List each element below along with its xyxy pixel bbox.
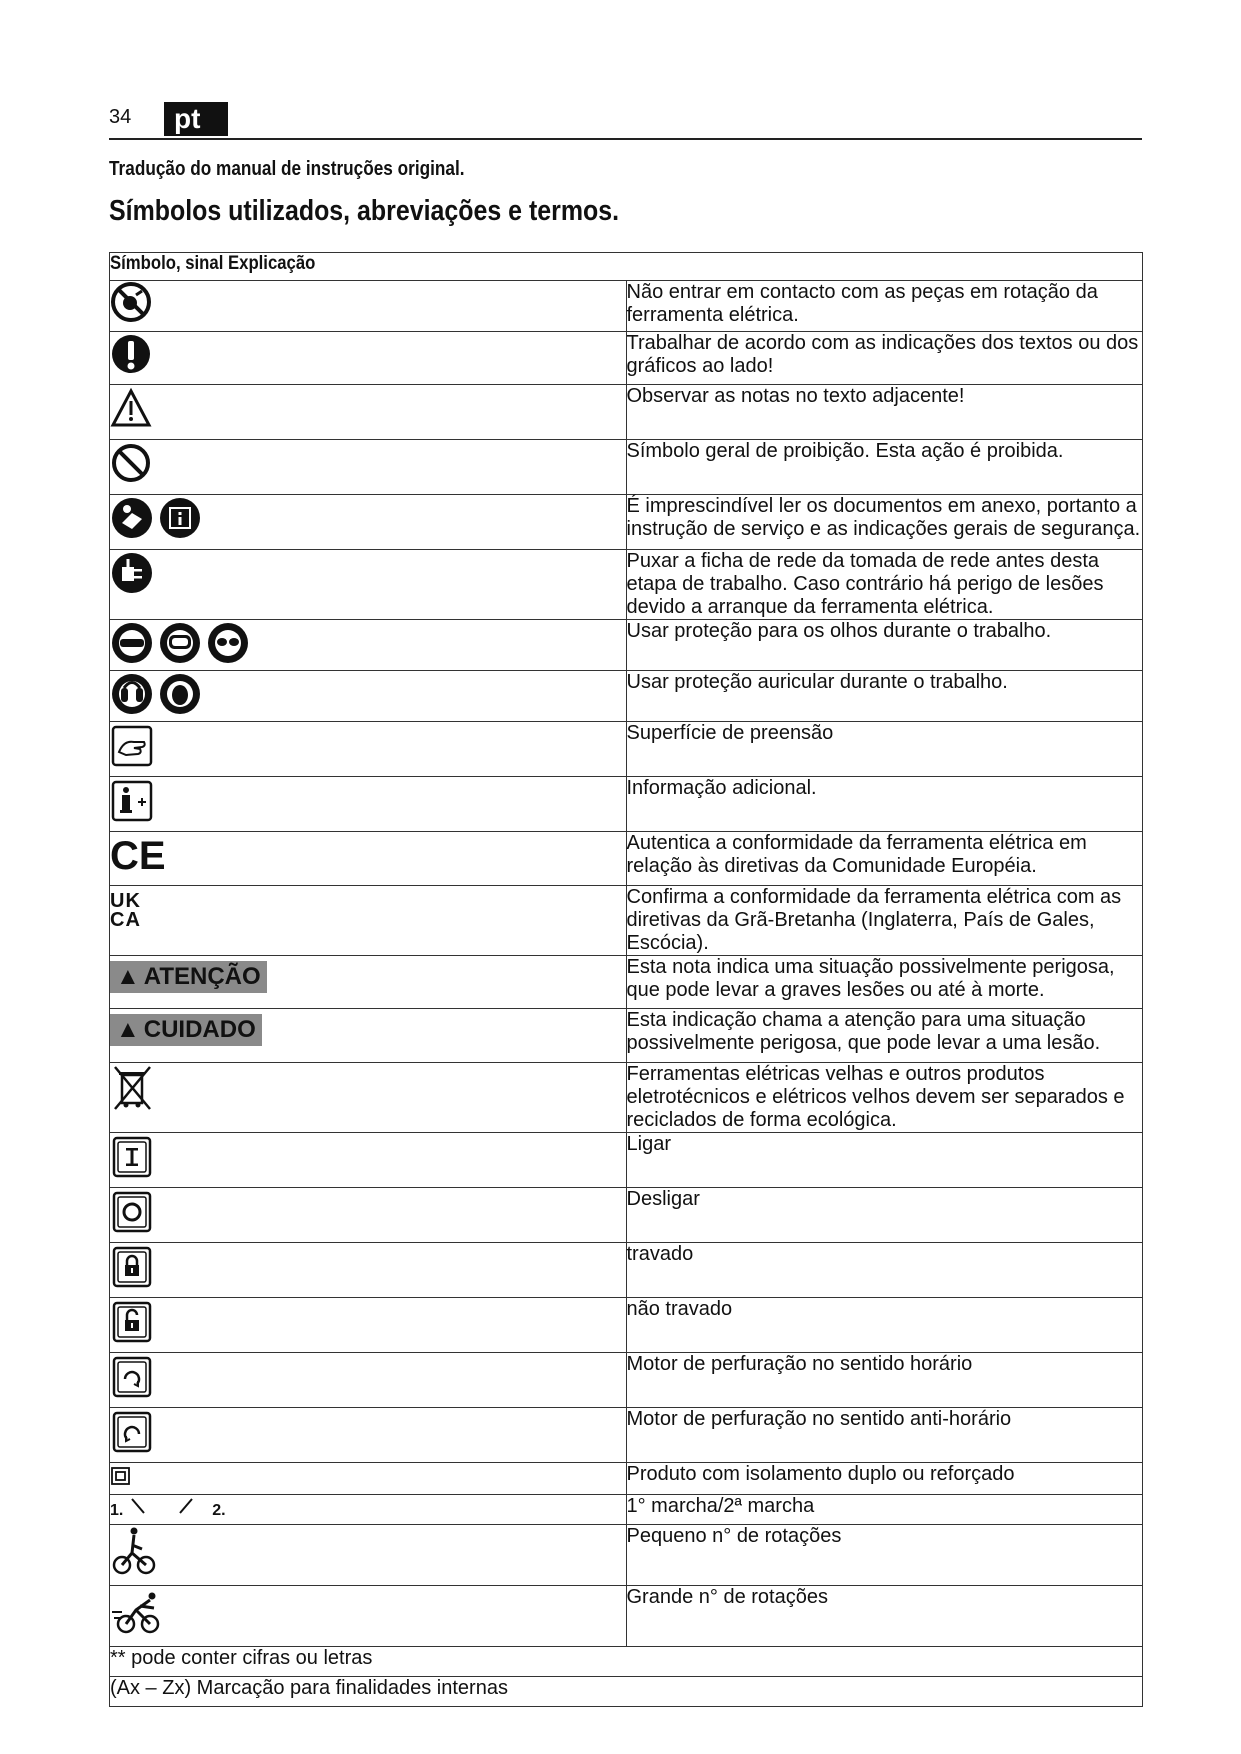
rotate-ccw-icon — [110, 1408, 154, 1454]
row-text: Grande n° de rotações — [626, 1586, 1143, 1647]
table-header-row — [110, 253, 1143, 281]
row-text: Ferramentas elétricas velhas e outros produtos eletrotécnicos e elétricos velhos devem ser separados e reciclados de forma ecológica. — [626, 1063, 1143, 1133]
table-row — [110, 722, 1143, 777]
goggles-icon — [206, 620, 250, 666]
row-text: Desligar — [626, 1188, 1143, 1243]
rotate-cw-icon — [110, 1353, 154, 1399]
table-row — [110, 620, 1143, 671]
read-manual-icon — [110, 495, 154, 541]
section-title: Símbolos utilizados, abreviações e termos. — [109, 195, 620, 227]
page-header — [109, 98, 1142, 140]
weee-bin-icon — [110, 1063, 154, 1111]
gear-lines-icon — [128, 1497, 208, 1515]
table-row — [110, 1495, 1143, 1525]
footnote: (Ax – Zx) Marcação para finalidades internas — [110, 1677, 1143, 1707]
gear-1-label: 1. — [110, 1502, 124, 1519]
atencao-badge — [110, 961, 267, 993]
row-text: 1° marcha/2ª marcha — [626, 1495, 1143, 1525]
table-row — [110, 1298, 1143, 1353]
page-number: 34 — [109, 106, 132, 128]
row-text: Símbolo geral de proibição. Esta ação é proibida. — [626, 440, 1143, 495]
warning-triangle-icon: ▲ — [116, 963, 140, 990]
lock-open-icon — [110, 1298, 154, 1344]
cuidado-label: CUIDADO — [143, 1016, 256, 1043]
prohibition-icon — [110, 440, 152, 484]
table-row — [110, 495, 1143, 550]
row-text: Produto com isolamento duplo ou reforçado — [626, 1463, 1143, 1495]
face-shield-icon — [158, 620, 202, 666]
power-on-icon — [110, 1133, 154, 1179]
table-row — [110, 1243, 1143, 1298]
row-text: Confirma a conformidade da ferramenta elétrica com as diretivas da Grã-Bretanha (Inglaterra, País de Gales, Escócia). — [626, 886, 1143, 956]
table-row — [110, 832, 1143, 886]
cuidado-badge — [110, 1014, 262, 1046]
row-text: travado — [626, 1243, 1143, 1298]
no-touch-rotating-icon — [110, 281, 152, 323]
table-row — [110, 1133, 1143, 1188]
table-row — [110, 1009, 1143, 1063]
double-insulation-icon — [110, 1463, 132, 1487]
ear-protection-icon — [110, 671, 154, 717]
table-header: Símbolo, sinal Explicação — [110, 253, 316, 274]
table-row — [110, 1463, 1143, 1495]
power-off-icon — [110, 1188, 154, 1234]
fast-bicycle-icon — [110, 1586, 166, 1638]
atencao-label: ATENÇÃO — [143, 963, 261, 990]
row-text: não travado — [626, 1298, 1143, 1353]
document-subtitle: Tradução do manual de instruções original. — [109, 158, 465, 180]
language-tag: pt — [164, 102, 228, 136]
info-plus-icon — [110, 777, 154, 823]
table-row — [110, 1586, 1143, 1647]
table-row — [110, 1353, 1143, 1408]
table-row — [110, 281, 1143, 332]
row-text: Esta nota indica uma situação possivelmente perigosa, que pode levar a graves lesões ou até à morte. — [626, 956, 1143, 1009]
symbols-table — [109, 252, 1143, 1707]
gear-selector-icon — [110, 1497, 626, 1520]
ukca-mark-uk: UK — [110, 890, 141, 912]
table-row — [110, 440, 1143, 495]
row-text: Autentica a conformidade da ferramenta elétrica em relação às diretivas da Comunidade Européia. — [626, 832, 1143, 886]
footnote-row — [110, 1677, 1143, 1707]
table-row — [110, 550, 1143, 620]
table-row — [110, 671, 1143, 722]
warning-triangle-icon: ▲ — [116, 1016, 140, 1043]
row-text: Pequeno n° de rotações — [626, 1525, 1143, 1586]
row-text: Motor de perfuração no sentido anti-horário — [626, 1408, 1143, 1463]
table-row — [110, 1525, 1143, 1586]
row-text: Motor de perfuração no sentido horário — [626, 1353, 1143, 1408]
ear-muffs-icon — [158, 671, 202, 717]
footnote-row — [110, 1647, 1143, 1677]
row-text: Trabalhar de acordo com as indicações dos textos ou dos gráficos ao lado! — [626, 332, 1143, 385]
row-text: Não entrar em contacto com as peças em rotação da ferramenta elétrica. — [626, 281, 1143, 332]
ukca-mark — [110, 892, 626, 930]
lock-closed-icon — [110, 1243, 154, 1289]
table-row — [110, 956, 1143, 1009]
row-text: Usar proteção auricular durante o trabalho. — [626, 671, 1143, 722]
table-row — [110, 1188, 1143, 1243]
table-row — [110, 332, 1143, 385]
table-row — [110, 1408, 1143, 1463]
row-text: Observar as notas no texto adjacente! — [626, 385, 1143, 440]
row-text: Esta indicação chama a atenção para uma situação possivelmente perigosa, que pode levar a uma lesão. — [626, 1009, 1143, 1063]
unplug-icon — [110, 550, 154, 596]
ce-mark: CE — [110, 834, 166, 878]
row-text: Ligar — [626, 1133, 1143, 1188]
mandatory-exclamation-icon — [110, 332, 152, 376]
table-row — [110, 1063, 1143, 1133]
row-text: Puxar a ficha de rede da tomada de rede antes desta etapa de trabalho. Caso contrário há perigo de lesões devido a arranque da ferramenta elétrica. — [626, 550, 1143, 620]
table-row — [110, 385, 1143, 440]
manual-book-icon — [158, 495, 202, 541]
row-text: Informação adicional. — [626, 777, 1143, 832]
slow-bicycle-icon — [110, 1525, 158, 1577]
row-text: Superfície de preensão — [626, 722, 1143, 777]
table-row — [110, 886, 1143, 956]
table-row — [110, 777, 1143, 832]
gear-2-label: 2. — [212, 1502, 226, 1519]
grip-surface-icon — [110, 722, 154, 768]
row-text: Usar proteção para os olhos durante o trabalho. — [626, 620, 1143, 671]
row-text: É imprescindível ler os documentos em anexo, portanto a instrução de serviço e as indicações gerais de segurança. — [626, 495, 1143, 550]
footnote: ** pode conter cifras ou letras — [110, 1647, 1143, 1677]
warning-triangle-icon — [110, 385, 152, 429]
ukca-mark-ca: CA — [110, 909, 141, 931]
safety-glasses-icon — [110, 620, 154, 666]
